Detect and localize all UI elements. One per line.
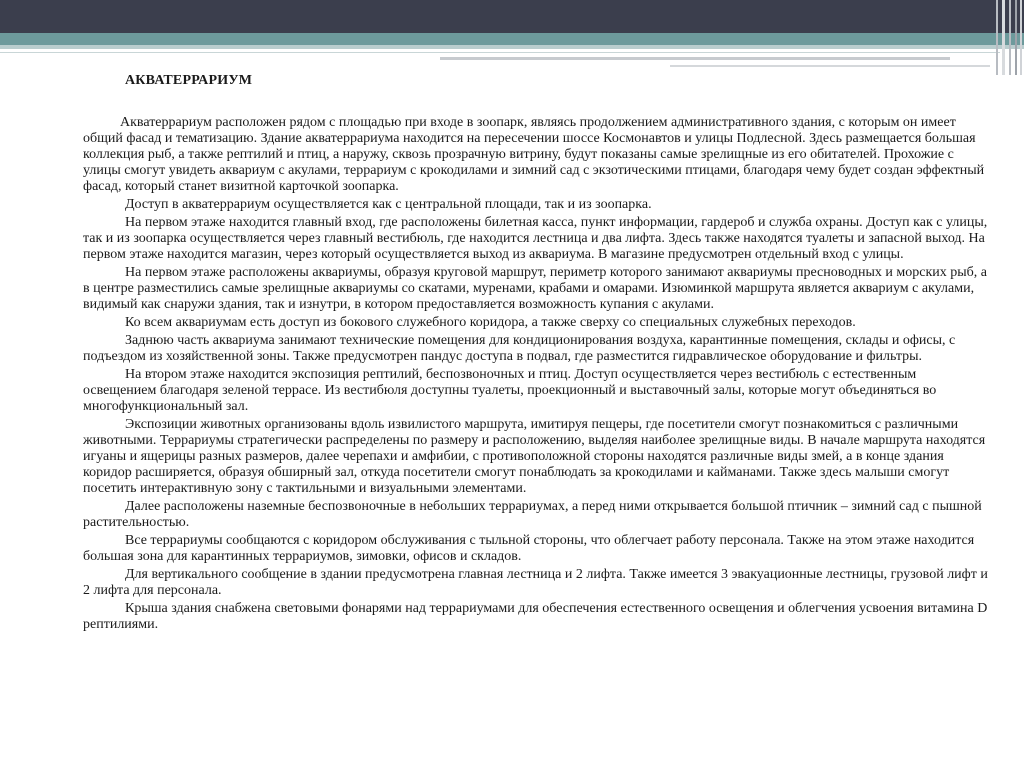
vertical-line xyxy=(1015,0,1017,75)
paragraph: Ко всем аквариумам есть доступ из бокового служебного коридора, а также сверху со специальных служебных переходов. xyxy=(125,315,856,330)
paragraph: Экспозиции животных организованы вдоль извилистого маршрута, имитируя пещеры, где посетители смогут познакомиться с различными животными. Террариумы стратегически распределены по размеру и расположению, выделяя наиболее зрелищные виды. В начале маршрута находятся игуаны и ящерицы разных размеров, далее черепахи и амфибии, с противоположной стороны находятся различные виды змей, а в конце здания коридор расширяется, образуя обширный зал, откуда посетители смогут понаблюдать за крокодилами и кайманами. Также здесь малыши смогут посетить интерактивную зону с тактильными и визуальными элементами. xyxy=(83,417,986,496)
paragraph: Далее расположены наземные беспозвоночные в небольших террариумах, а перед ними открывается большой птичник – зимний сад с пышной растительностью. xyxy=(83,499,982,530)
decorative-accent-line-2 xyxy=(670,65,990,67)
paragraph: На первом этаже расположены аквариумы, образуя круговой маршрут, периметр которого занимают аквариумы пресноводных и морских рыб, а в центре разместились самые зрелищные аквариумы со скатами, муренами, крабами и омарами. Изюминкой маршрута является аквариум с акулами, видимый как снаружи здания, так и изнутри, в котором предоставляется возможность купания с акулами. xyxy=(83,265,987,312)
paragraph: Все террариумы сообщаются с коридором обслуживания с тыльной стороны, что облегчает работу персонала. Также на этом этаже находится большая зона для карантинных террариумов, зимовки, офисов и складов. xyxy=(83,533,975,564)
decorative-accent-line xyxy=(440,57,950,60)
paragraph: На втором этаже находится экспозиция рептилий, беспозвоночных и птиц. Доступ осуществляется через вестибюль с естественным освещением благодаря зеленой террасе. Из вестибюля доступны туалеты, проекционный и выставочный залы, которые могут объединяться во многофункциональный зал. xyxy=(83,367,937,414)
vertical-line xyxy=(1020,0,1022,75)
paragraph: Заднюю часть аквариума занимают технические помещения для кондиционирования воздуха, карантинные помещения, склады и офисы, с подъездом из хозяйственной зоны. Также предусмотрен пандус доступа в подвал, где разместится гидравлическое оборудование и фильтры. xyxy=(83,333,956,364)
vertical-line xyxy=(1009,0,1011,75)
header-teal-band xyxy=(0,33,1024,45)
header-dark-band xyxy=(0,0,1024,33)
paragraph: Крыша здания снабжена световыми фонарями над террариумами для обеспечения естественного освещения и облегчения усвоения витамина D рептилиями. xyxy=(83,601,988,632)
body-text xyxy=(83,115,991,633)
header-light-line xyxy=(0,45,1024,49)
decorative-vertical-lines xyxy=(994,0,1024,75)
paragraph: Акватеррариум расположен рядом с площадью при входе в зоопарк, являясь продолжением административного здания, с которым он имеет общий фасад и тематизацию. Здание акватеррариума находится на пересечении шоссе Космонавтов и улицы Подлесной. Здесь размещается большая коллекция рыб, а также рептилий и птиц, а наружу, сквозь прозрачную витрину, будут показаны самые зрелищные из его обитателей. Прохожие с улицы смогут увидеть аквариум с акулами, террариум с крокодилами и зимний сад с экзотическими птицами, благодаря чему будет создан эффектный фасад, который станет визитной карточкой зоопарка. xyxy=(83,115,985,194)
paragraph: Для вертикального сообщение в здании предусмотрена главная лестница и 2 лифта. Также имеется 3 эвакуационные лестницы, грузовой лифт и 2 лифта для персонала. xyxy=(83,567,988,598)
slide-content xyxy=(83,72,991,635)
vertical-line xyxy=(996,0,998,75)
paragraph: На первом этаже находится главный вход, где расположены билетная касса, пункт информации, гардероб и служба охраны. Доступ как с улицы, так и из зоопарка осуществляется через главный вестибюль, где находится лестница и два лифта. Здесь также находятся туалеты и запасной выход. На первом этаже находится магазин, через который осуществляется выход из аквариума. В магазине предусмотрен отдельный вход с улицы. xyxy=(83,215,988,262)
page-title: АКВАТЕРРАРИУМ xyxy=(125,73,253,88)
vertical-line xyxy=(1002,0,1005,75)
paragraph: Доступ в акватеррариум осуществляется как с центральной площади, так и из зоопарка. xyxy=(125,197,652,212)
header-thin-line xyxy=(0,52,1000,53)
